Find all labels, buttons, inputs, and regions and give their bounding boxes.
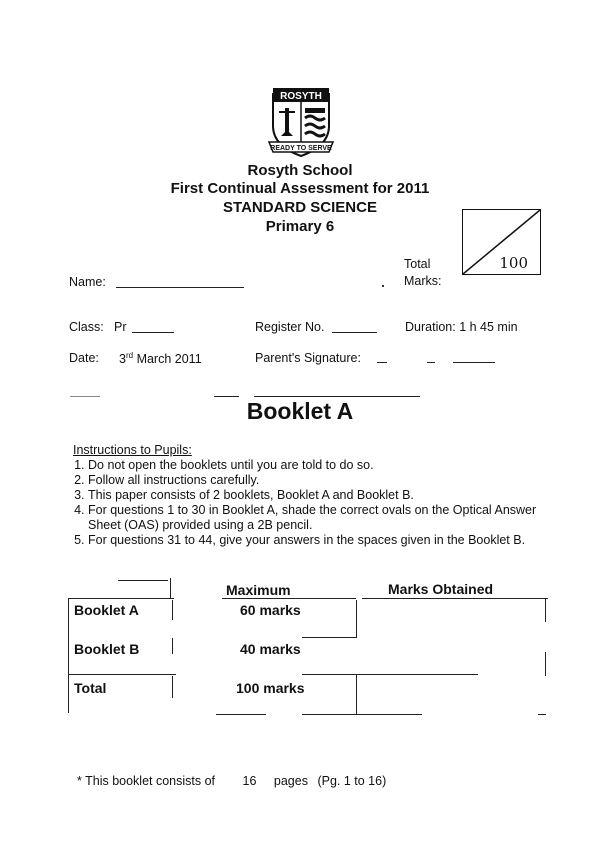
row-label-booklet-b: Booklet B bbox=[74, 641, 140, 657]
row-label-total: Total bbox=[74, 680, 107, 696]
name-blank[interactable] bbox=[116, 278, 244, 288]
row-max-booklet-a: 60 marks bbox=[240, 602, 301, 618]
marks-label: Marks: bbox=[404, 274, 442, 288]
obtained-cell-booklet-a[interactable] bbox=[358, 600, 544, 636]
footer-pages: 16 bbox=[242, 774, 257, 788]
date-day: 3 bbox=[119, 352, 126, 367]
register-blank[interactable] bbox=[332, 323, 377, 333]
row-max-booklet-b: 40 marks bbox=[240, 641, 301, 657]
date-rest: March 2011 bbox=[136, 352, 202, 367]
total-marks-value: 100 bbox=[499, 254, 528, 272]
crest-top-text: ROSYTH bbox=[280, 91, 322, 102]
instruction-item: 3. This paper consists of 2 booklets, Booklet A and Booklet B. bbox=[88, 488, 543, 503]
instruction-item: 2. Follow all instructions carefully. bbox=[88, 473, 543, 488]
obtained-cell-booklet-b[interactable] bbox=[358, 638, 544, 673]
school-name: Rosyth School bbox=[247, 162, 353, 179]
footer-prefix: * This booklet consists of bbox=[77, 774, 216, 788]
parent-signature-label: Parent's Signature: bbox=[255, 351, 361, 365]
row-label-booklet-a: Booklet A bbox=[74, 602, 139, 618]
instructions bbox=[73, 443, 543, 548]
subject-title: STANDARD SCIENCE bbox=[223, 199, 377, 216]
instruction-item: 5. For questions 31 to 44, give your answers in the spaces given in the Booklet B. bbox=[88, 533, 543, 548]
exam-title: First Continual Assessment for 2011 bbox=[170, 180, 430, 197]
footer-range: (Pg. 1 to 16) bbox=[317, 774, 387, 788]
register-label: Register No. bbox=[255, 320, 325, 334]
date-suffix: rd bbox=[125, 351, 134, 360]
school-crest-logo bbox=[267, 86, 335, 160]
marks-table bbox=[66, 578, 550, 718]
instructions-heading: Instructions to Pupils: bbox=[73, 443, 192, 457]
date-value bbox=[119, 351, 202, 366]
section-divider bbox=[254, 396, 420, 397]
total-label: Total bbox=[404, 257, 431, 271]
duration-text: Duration: 1 h 45 min bbox=[405, 320, 518, 334]
instruction-item: 1. Do not open the booklets until you are told to do so. bbox=[88, 458, 543, 473]
date-label: Date: bbox=[69, 351, 99, 365]
instructions-list bbox=[73, 458, 543, 548]
crest-motto: READY TO SERVE bbox=[270, 145, 332, 152]
name-label: Name: bbox=[69, 275, 106, 289]
instruction-item: 4. For questions 1 to 30 in Booklet A, shade the correct ovals on the Optical Answer Sheet (OAS) provided using a 2B pencil. bbox=[88, 503, 543, 533]
row-max-total: 100 marks bbox=[236, 680, 305, 696]
marks-obtained-header: Marks Obtained bbox=[388, 581, 494, 597]
footer-note bbox=[77, 774, 386, 788]
maximum-header: Maximum bbox=[226, 582, 291, 598]
class-label: Class: bbox=[69, 320, 104, 334]
class-blank[interactable] bbox=[132, 323, 174, 333]
class-prefix: Pr bbox=[114, 320, 127, 334]
total-marks-box bbox=[462, 209, 541, 275]
footer-pages-word: pages bbox=[273, 774, 308, 788]
level-title: Primary 6 bbox=[265, 218, 335, 235]
booklet-title: Booklet A bbox=[246, 398, 354, 424]
parent-signature-blank[interactable] bbox=[377, 354, 495, 363]
obtained-cell-total[interactable] bbox=[358, 676, 544, 713]
